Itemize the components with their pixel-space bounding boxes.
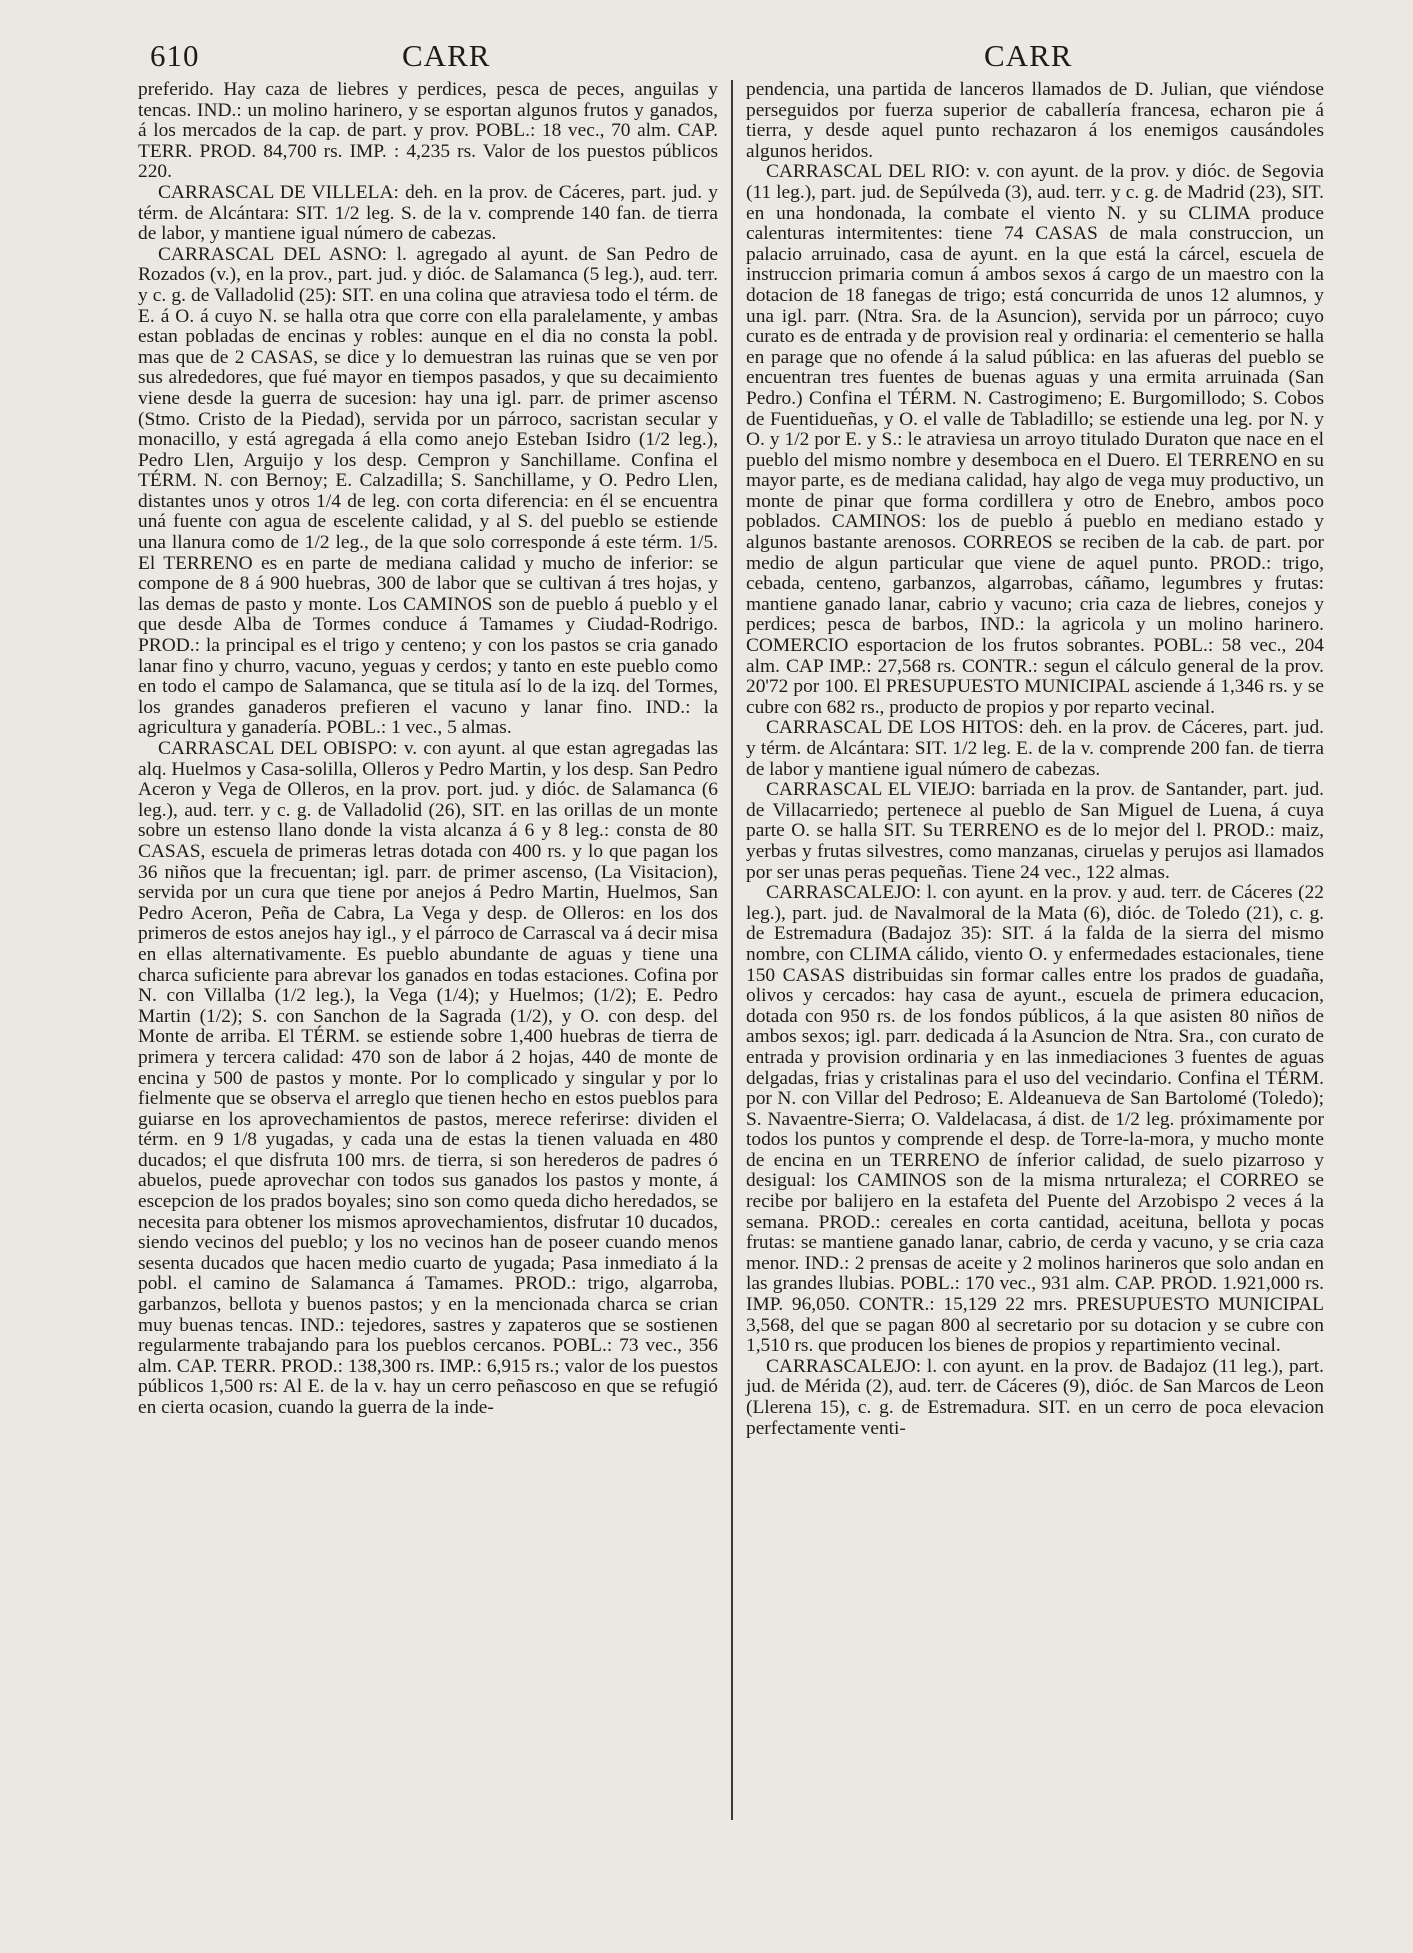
right-column — [746, 80, 1324, 1439]
entry-carrascal-el-viejo: CARRASCAL EL VIEJO: barriada en la prov. de Santander, part. jud. de Villacarriedo; pertenece al pueblo de San Miguel de Luena, á cuya parte O. se halla SIT. Su TERRENO es de lo mejor del l. PROD.: maiz, yerbas y frutas silvestres, como manzanas, ciruelas y perujos asi llamados por ser unas peras pequeñas. Tiene 24 vec., 122 almas. — [746, 779, 1324, 883]
entry-carrascalejo-caceres: CARRASCALEJO: l. con ayunt. en la prov. y aud. terr. de Cáceres (22 leg.), part. jud. de Navalmoral de la Mata (6), dióc. de Toledo (21), c. g. de Estremadura (Badajoz 35): SIT. á la falda de la sierra del mismo nombre, con CLIMA cálido, viento O. y enfermedades estacionales, tiene 150 CASAS distribuidas sin formar calles entre los prados de guadaña, olivos y cercados: hay casa de ayunt., escuela de primera educacion, dotada con 950 rs. de los fondos públicos, á la que asisten 80 niños de ambos sexos; igl. parr. dedicada á la Asuncion de Ntra. Sra., con curato de entrada y provision ordinaria y en las inmediaciones 3 fuentes de aguas delgadas, frias y cristalinas para el uso del vecindario. Confina el TÉRM. por N. con Villar del Pedroso; E. Aldeanueva de San Bartolomé (Toledo); S. Navaentre-Sierra; O. Valdelacasa, á dist. de 1/2 leg. próximamente por todos los puntos y comprende el desp. de Torre-la-mora, y mucho monte de encina en un TERRENO de ínferior calidad, de suelo pizarroso y desigual: los CAMINOS son de la misma nrturaleza; el CORREO se recibe por balijero en la estafeta del Puente del Arzobispo 2 veces á la semana. PROD.: cereales en corta cantidad, aceituna, bellota y pocas frutas: se mantiene ganado lanar, cabrio, de cerda y vacuno, y se cria caza menor. IND.: 2 prensas de aceite y 2 molinos harineros que solo andan en las grandes llubias. POBL.: 170 vec., 931 alm. CAP. PROD. 1.921,000 rs. IMP. 96,050. CONTR.: 15,129 22 mrs. PRESUPUESTO MUNICIPAL 3,568, del que se pagan 800 al secretario por su dotacion y se cubre con 1,510 rs. que producen los bienes de propios y repartimiento vecinal. — [746, 882, 1324, 1357]
page-number: 610 — [150, 38, 200, 73]
entry-carrascal-del-asno: CARRASCAL DEL ASNO: l. agregado al ayunt. de San Pedro de Rozados (v.), en la prov., part. jud. y dióc. de Salamanca (5 leg.), aud. terr. y c. g. de Valladolid (25): SIT. en una colina que atraviesa todo el térm. de E. á O. á cuyo N. se halla otra que corre con ella paralelamente, y ambas estan pobladas de encinas y robles: aunque en el dia no consta la pobl. mas que de 2 CASAS, se dice y lo demuestran las ruinas que se ven por sus alrededores, que fué mayor en tiempos pasados, y que su decaimiento viene desde la guerra de sucesion: hay una igl. parr. de primer ascenso (Stmo. Cristo de la Piedad), servida por un párroco, sacristan secular y monacillo, y está agregada á ella como anejo Esteban Isidro (1/2 leg.), Pedro Llen, Arguijo y los desp. Cempron y Sanchillame. Confina el TÉRM. N. con Bernoy; E. Calzadilla; S. Sanchillame, y O. Pedro Llen, distantes unos y otros 1/4 de leg. con corta diferencia: en él se encuentra uná fuente con agua de escelente calidad, y al S. del pueblo se estiende una llanura como de 1/2 leg., de la que solo corresponde á este térm. 1/5. El TERRENO es en parte de mediana calidad y mucho de inferior: se compone de 8 á 900 huebras, 300 de labor que se cultivan á tres hojas, y las demas de pasto y monte. Los CAMINOS son de pueblo á pueblo y el que desde Alba de Tormes conduce á Tamames y Ciudad-Rodrigo. PROD.: la principal es el trigo y centeno; y con los pastos se cria ganado lanar fino y churro, vacuno, yeguas y cerdos; y tanto en este pueblo como en todo el campo de Salamanca, que se titula así lo de la izq. del Tormes, los grandes ganaderos prefieren el vacuno y lanar fino. IND.: la agricultura y ganadería. POBL.: 1 vec., 5 almas. — [138, 243, 718, 739]
entry-carrascal-de-villela: CARRASCAL DE VILLELA: deh. en la prov. de Cáceres, part. jud. y térm. de Alcántara: SIT. 1/2 leg. S. de la v. comprende 140 fan. de tierra de labor, y mantiene igual número de cabezas. — [138, 181, 718, 245]
entry-carrascal-de-los-hitos: CARRASCAL DE LOS HITOS: deh. en la prov. de Cáceres, part. jud. y térm. de Alcántara: SIT. 1/2 leg. E. de la v. comprende 200 fan. de tierra de labor y mantiene igual número de cabezas. — [746, 717, 1324, 780]
entry-carrascal-del-rio: CARRASCAL DEL RIO: v. con ayunt. de la prov. y dióc. de Segovia (11 leg.), part. jud. de Sepúlveda (3), aud. terr. y c. g. de Madrid (23), SIT. en una hondonada, la combate el viento N. y su CLIMA produce calenturas intermitentes: tiene 74 CASAS de mala construccion, un palacio arruinado, casa de ayunt. en la que está la cárcel, escuela de instruccion primaria comun á ambos sexos á cargo de un maestro con la dotacion de 18 fanegas de trigo; está concurrida de unos 12 alumnos, y una igl. parr. (Ntra. Sra. de la Asuncion), servida por un párroco; cuyo curato es de entrada y de provision real y ordinaria: el cementerio se halla en parage que no ofende á la salud pública: en las afueras del pueblo se encuentran tres fuentes de buenas aguas y una ermita arruinada (San Pedro.) Confina el TÉRM. N. Castrogimeno; E. Burgomillodo; S. Cobos de Fuentidueñas, y O. el valle de Tabladillo; se estiende una leg. por N. y O. y 1/2 por E. y S.: le atraviesa un arroyo titulado Duraton que nace en el pueblo del mismo nombre y desemboca en el Duero. El TERRENO en su mayor parte, es de mediana calidad, hay algo de vega muy productivo, un monte de pinar que forma cordillera y otro de Enebro, ambos poco poblados. CAMINOS: los de pueblo á pueblo en mediano estado y algunos bastante arenosos. CORREOS se reciben de la cab. de part. por medio de algun particular que viene de aquel punto. PROD.: trigo, cebada, centeno, garbanzos, algarrobas, cáñamo, legumbres y frutas: mantiene ganado lanar, cabrio y vacuno; cria caza de liebres, conejos y perdices; pesca de barbos, IND.: la agricola y un molino harinero. COMERCIO esportacion de los frutos sobrantes. POBL.: 58 vec., 204 alm. CAP IMP.: 27,568 rs. CONTR.: segun el cálculo general de la prov. 20'72 por 100. El PRESUPUESTO MUNICIPAL asciende á 1,346 rs. y se cubre con 682 rs., producto de propios y por reparto vecinal. — [746, 161, 1324, 718]
entry-carrascalejo-badajoz: CARRASCALEJO: l. con ayunt. en la prov. de Badajoz (11 leg.), part. jud. de Mérida (2), aud. terr. de Cáceres (9), dióc. de San Marcos de Leon (Llerena 15), c. g. de Estremadura. SIT. en un cerro de poca elevacion perfectamente venti- — [746, 1355, 1324, 1439]
right-running-head: CARR — [984, 38, 1073, 73]
column-divider — [731, 80, 733, 1820]
entry-carrascal-del-obispo: CARRASCAL DEL OBISPO: v. con ayunt. al que estan agregadas las alq. Huelmos y Casa-solilla, Olleros y Pedro Martin, y los desp. San Pedro Aceron y Vega de Olleros, en la prov. port. jud. y dióc. de Salamanca (6 leg.), aud. terr. y c. g. de Valladolid (26), SIT. en las orillas de un monte sobre un estenso llano donde la vista alcanza á 6 y 8 leg.: consta de 80 CASAS, escuela de primeras letras dotada con 400 rs. y lo que pagan los 36 niños que la frecuentan; igl. parr. de primer ascenso, (La Visitacion), servida por un cura que tiene por anejos á Pedro Martin, Huelmos, San Pedro Aceron, Peña de Cabra, La Vega y desp. de Olleros: en los dos primeros de estos anejos hay igl., y el párroco de Carrascal va á decir misa en ellas alternativamente. Es pueblo abundante de aguas y tiene una charca suficiente para abrevar los ganados en todas estaciones. Cofina por N. con Villalba (1/2 leg.), la Vega (1/4); y Huelmos; (1/2); E. Pedro Martin (1/2); S. con Sanchon de la Sagrada (1/2), y O. con desp. del Monte de arriba. El TÉRM. se estiende sobre 1,400 huebras de tierra de primera y tercera calidad: 470 son de labor á 2 hojas, 440 de monte de encina y 500 de pastos y monte. Por lo complicado y singular y por lo fielmente que se observa el arreglo que tienen hecho en estos pueblos para guiarse en los aprovechamientos de pastos, merece referirse: dividen el térm. en 9 1/8 yugadas, y cada una de estas la tienen valuada en 480 ducados; el que disfruta 100 mrs. de tierra, si son herederos de padres ó abuelos, puede aprovechar con todos sus ganados los pastos y monte, á escepcion de los prados boyales; sino son como queda dicho heredados, se necesita para obtener los mismos aprovechamientos, disfrutar 10 ducados, siendo vecinos del pueblo; y los no vecinos han de poseer cuando menos sesenta ducados que hacen medio cuarto de yugada; Pasa inmediato á la pobl. el camino de Salamanca á Tamames. PROD.: trigo, algarroba, garbanzos, bellota y buenos pastos; y en la mencionada charca se crian muy buenas tencas. IND.: tejedores, sastres y zapateros que se sostienen regularmente trabajando para los pueblos cercanos. POBL.: 73 vec., 356 alm. CAP. TERR. PROD.: 138,300 rs. IMP.: 6,915 rs.; valor de los puestos públicos 1,500 rs: Al E. de la v. hay un cerro peñascoso en que se refugió en cierta ocasion, cuando la guerra de la inde- — [138, 738, 718, 1418]
paragraph: pendencia, una partida de lanceros llamados de D. Julian, que viéndose perseguidos por fuerza superior de caballería francesa, echaron pie á tierra, y desde aquel punto rechazaron á los enemigos causándoles algunos heridos. — [746, 79, 1324, 162]
left-column — [138, 80, 718, 1419]
left-running-head: CARR — [402, 38, 491, 73]
running-header — [142, 38, 1332, 78]
paragraph: preferido. Hay caza de liebres y perdices, pesca de peces, anguilas y tencas. IND.: un molino harinero, y se esportan algunos frutos y ganados, á los mercados de la cap. de part. y prov. POBL.: 18 vec., 70 alm. CAP. TERR. PROD. 84,700 rs. IMP. : 4,235 rs. Valor de los puestos públicos 220. — [138, 79, 718, 183]
